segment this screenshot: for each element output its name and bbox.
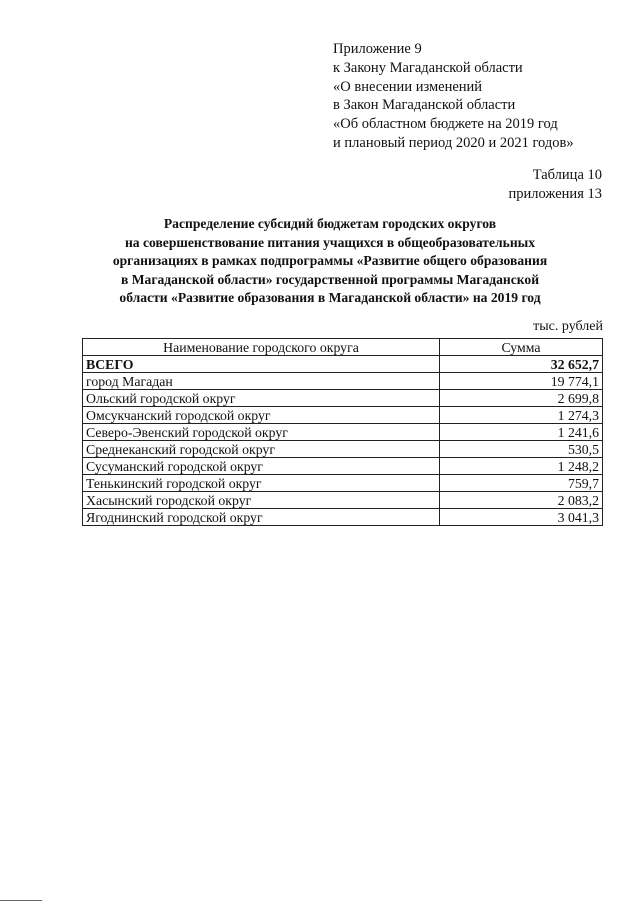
title-line: области «Развитие образования в Магаданской области» на 2019 год <box>119 290 541 306</box>
table-appendix-ref: приложения 13 <box>508 185 602 202</box>
appendix-header <box>333 40 574 153</box>
appendix-line: в Закон Магаданской области <box>333 97 516 114</box>
district-name: Северо-Эвенский городской округ <box>83 424 440 441</box>
appendix-line: и плановый период 2020 и 2021 годов» <box>333 134 574 151</box>
table-row <box>83 441 603 458</box>
total-label: ВСЕГО <box>83 356 440 373</box>
district-amount: 19 774,1 <box>440 373 603 390</box>
district-name: Ольский городской округ <box>83 390 440 407</box>
district-amount: 1 241,6 <box>440 424 603 441</box>
district-name: город Магадан <box>83 373 440 390</box>
district-amount: 2 083,2 <box>440 492 603 509</box>
table-row <box>83 458 603 475</box>
column-header-name: Наименование городского округа <box>83 339 440 356</box>
district-amount: 2 699,8 <box>440 390 603 407</box>
document-title <box>80 215 580 308</box>
table-header-row <box>83 339 603 356</box>
appendix-line: к Закону Магаданской области <box>333 59 523 76</box>
table-number: Таблица 10 <box>532 167 602 183</box>
units-label: тыс. рублей <box>533 319 603 334</box>
total-row <box>83 356 603 373</box>
title-line: организациях в рамках подпрограммы «Развитие общего образования <box>112 253 548 269</box>
table-row <box>83 390 603 407</box>
district-name: Сусуманский городской округ <box>83 458 440 475</box>
title-line: в Магаданской области» государственной программы Магаданской <box>120 271 540 287</box>
table-row <box>83 492 603 509</box>
appendix-line: «О внесении изменений <box>333 78 483 95</box>
appendix-line: «Об областном бюджете на 2019 год <box>333 116 558 133</box>
table-reference <box>509 166 602 204</box>
district-name: Хасынский городской округ <box>83 492 440 509</box>
title-line: Распределение субсидий бюджетам городских округов <box>163 216 497 231</box>
appendix-line: Приложение 9 <box>333 41 422 57</box>
total-amount: 32 652,7 <box>440 356 603 373</box>
table-row <box>83 373 603 390</box>
district-amount: 1 274,3 <box>440 407 603 424</box>
district-amount: 759,7 <box>440 475 603 492</box>
table-row <box>83 407 603 424</box>
page-edge-mark <box>0 900 42 901</box>
district-name: Тенькинский городской округ <box>83 475 440 492</box>
table-row <box>83 424 603 441</box>
district-amount: 3 041,3 <box>440 509 603 526</box>
column-header-amount: Сумма <box>440 339 603 356</box>
district-name: Ягоднинский городской округ <box>83 509 440 526</box>
table-row <box>83 475 603 492</box>
title-line: на совершенствование питания учащихся в общеобразовательных <box>124 234 536 250</box>
distribution-table <box>82 338 603 526</box>
district-name: Среднеканский городской округ <box>83 441 440 458</box>
district-amount: 1 248,2 <box>440 458 603 475</box>
district-name: Омсукчанский городской округ <box>83 407 440 424</box>
district-amount: 530,5 <box>440 441 603 458</box>
table-row <box>83 509 603 526</box>
